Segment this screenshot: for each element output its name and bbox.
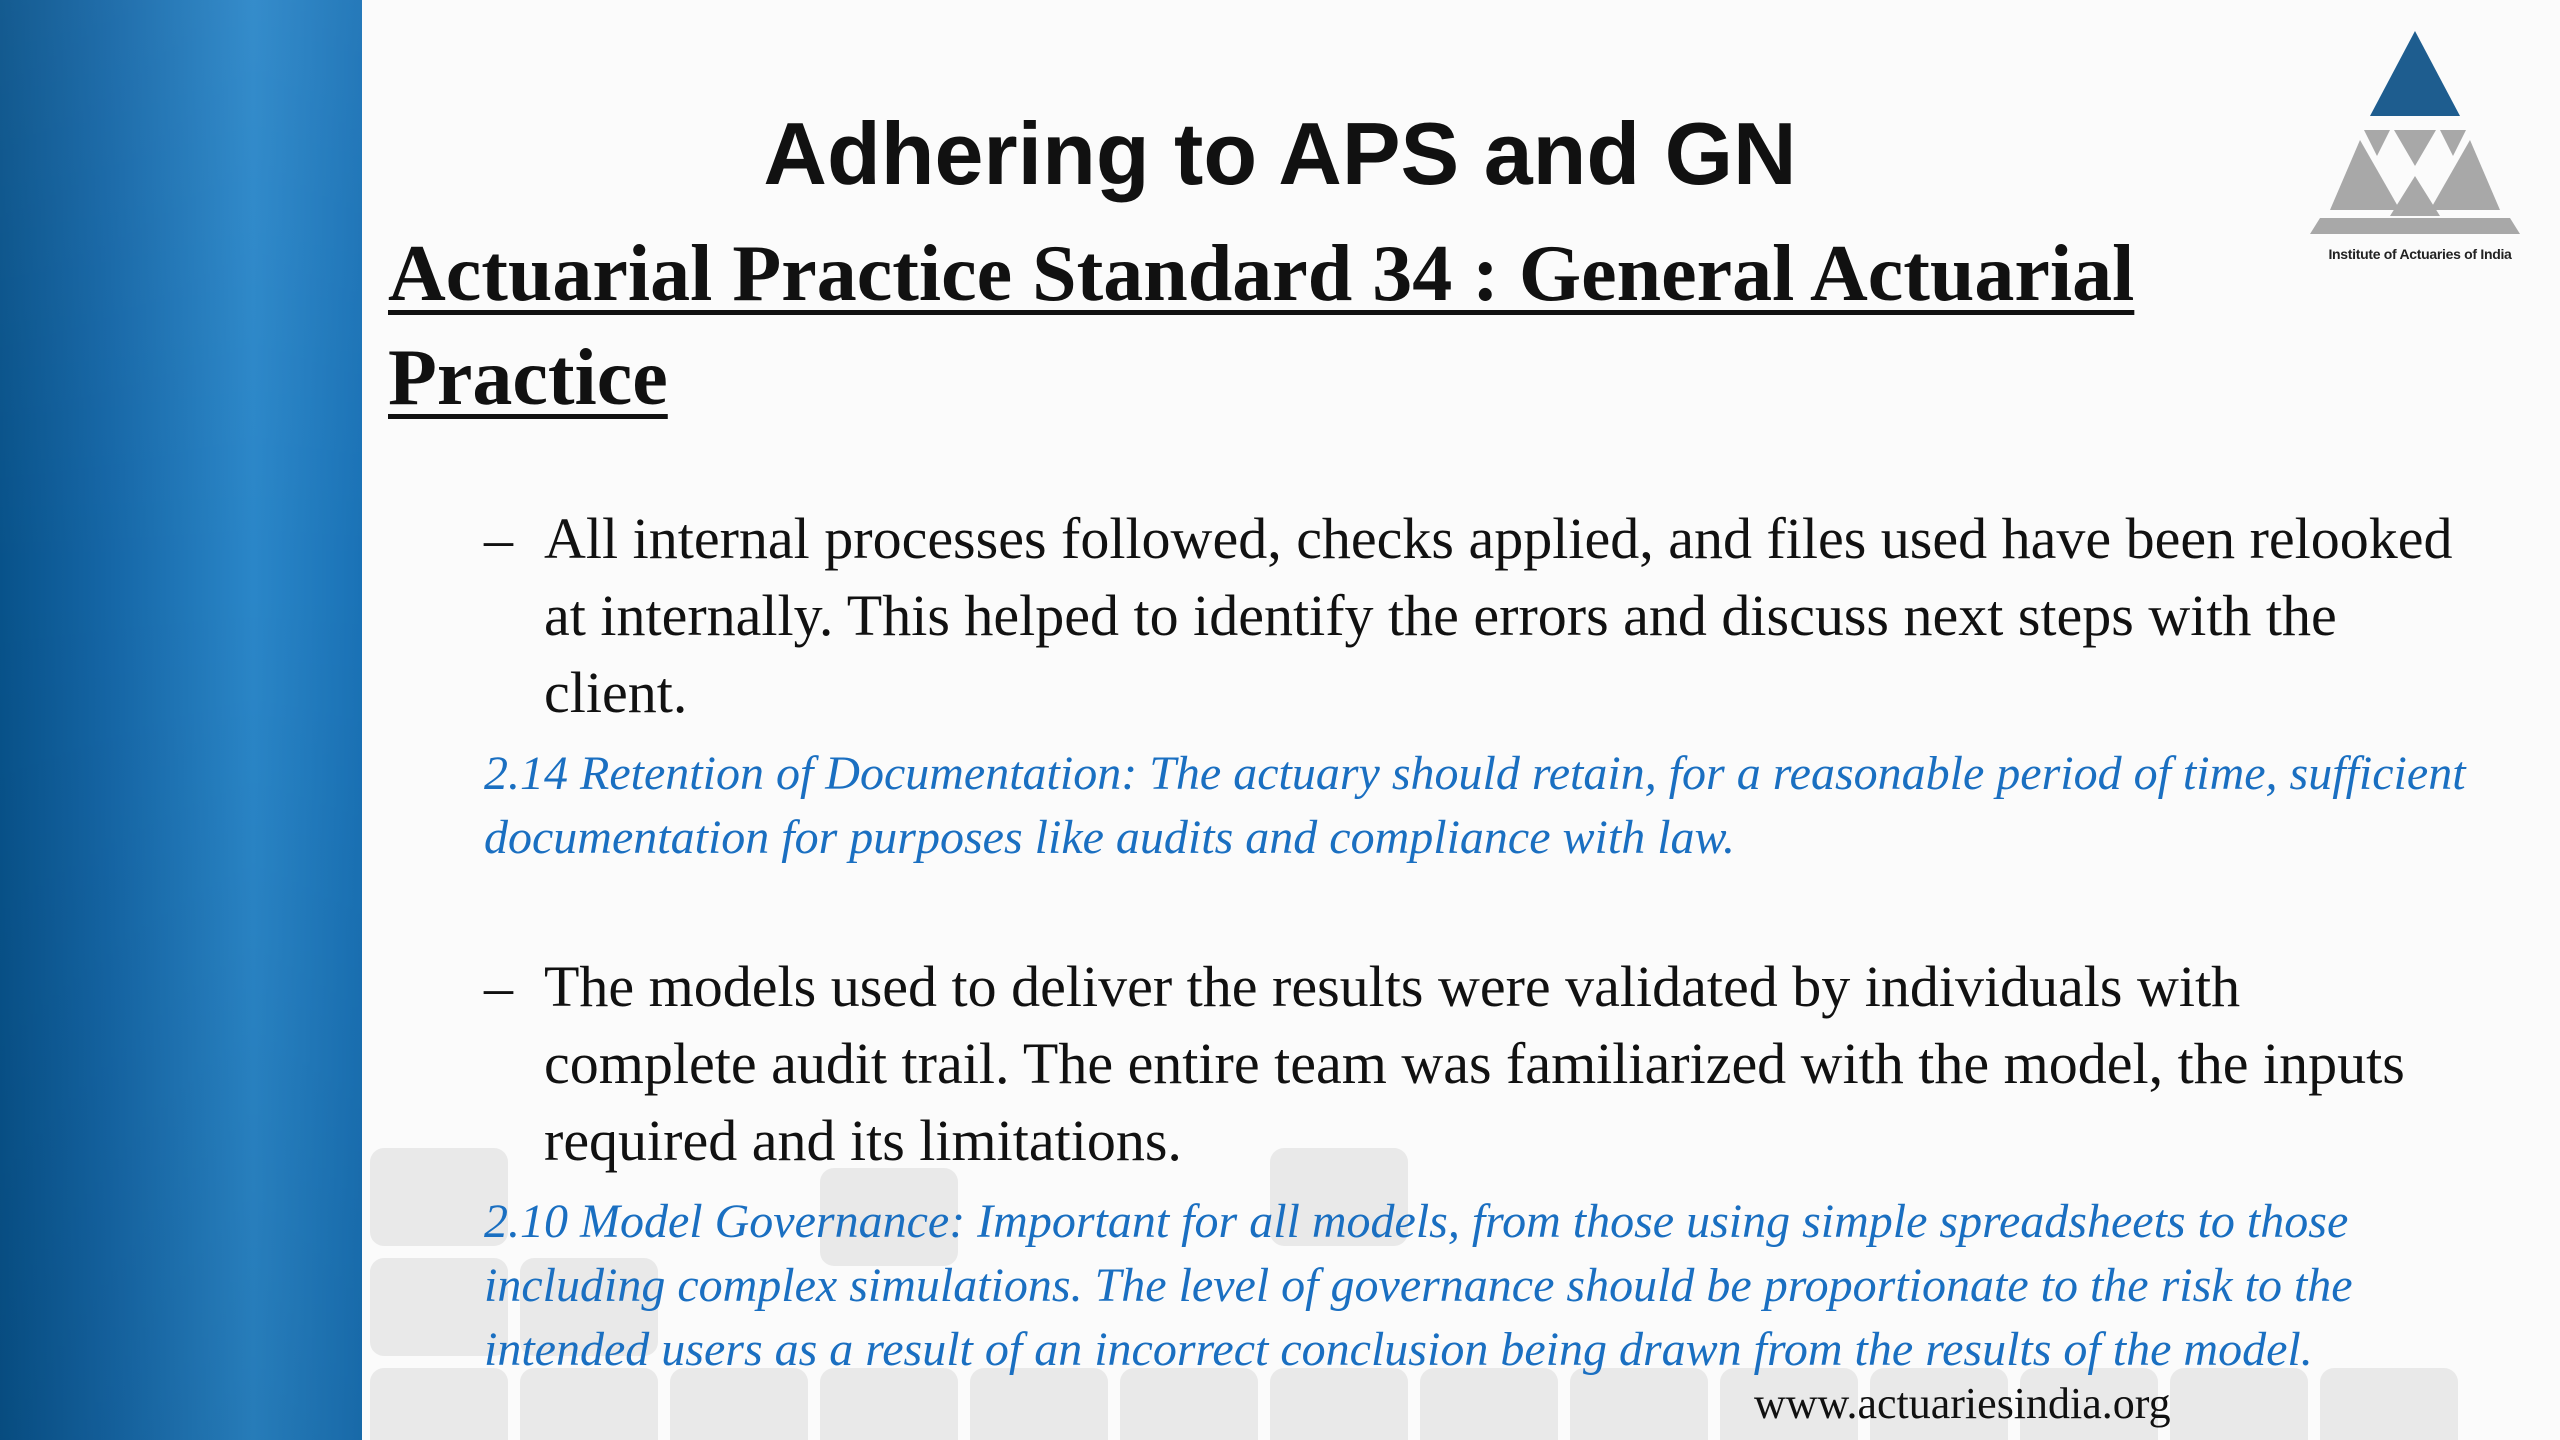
bullet-item bbox=[484, 500, 2464, 731]
bullet-text: The models used to deliver the results were validated by individuals with complete audit trail. The entire team was familiarized with the model, the inputs required and its limitations. bbox=[544, 954, 2405, 1173]
reference-note: 2.10 Model Governance: Important for all models, from those using simple spreadsheets to those including complex simulations. The level of governance should be proportionate to the risk to the intended users as a result of an incorrect conclusion being drawn from the results of the model. bbox=[484, 1195, 2353, 1376]
footer-url[interactable]: www.actuariesindia.org bbox=[1754, 1379, 2171, 1428]
bullet-dash: – bbox=[484, 506, 513, 571]
bullet-text: All internal processes followed, checks applied, and files used have been relooked at internally. This helped to identify the errors and discuss next steps with the client. bbox=[544, 506, 2453, 725]
logo-caption: Institute of Actuaries of India bbox=[2328, 246, 2512, 262]
bullet-dash: – bbox=[484, 954, 513, 1019]
page-subtitle: Actuarial Practice Standard 34 : General Actuarial Practice bbox=[388, 230, 2135, 422]
page-title: Adhering to APS and GN bbox=[763, 104, 1797, 203]
side-panel bbox=[0, 0, 362, 1440]
bullet-item bbox=[484, 948, 2464, 1179]
reference-note: 2.14 Retention of Documentation: The actuary should retain, for a reasonable period of time, sufficient documentation for purposes like audits and compliance with law. bbox=[484, 747, 2466, 864]
